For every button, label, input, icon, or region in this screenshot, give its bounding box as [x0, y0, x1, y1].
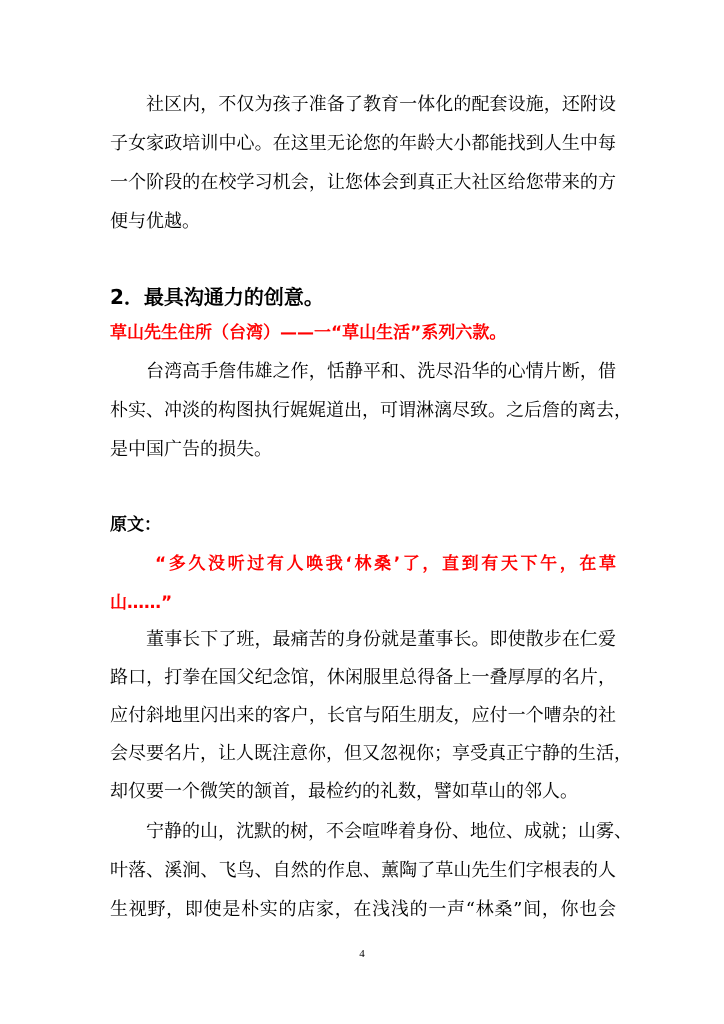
intro-paragraph-line-4: 便与优越。 — [110, 211, 200, 232]
headline-quote-line-2: 山……” — [110, 593, 173, 613]
campaign-description-line-2: 朴实、冲淡的构图执行娓娓道出，可谓淋漓尽致。之后詹的离去， — [110, 400, 632, 421]
original-label: 原文： — [110, 515, 161, 535]
intro-paragraph-line-3: 一个阶段的在校学习机会，让您体会到真正大社区给您带来的方 — [110, 172, 616, 193]
body-paragraph-1-line-5: 却仅要一个微笑的颔首，最检约的礼数，譬如草山的邻人。 — [110, 781, 578, 802]
intro-paragraph-line-2: 子女家政培训中心。在这里无论您的年龄大小都能找到人生中每 — [110, 133, 616, 154]
body-paragraph-1-line-3: 应付斜地里闪出来的客户，长官与陌生朋友，应付一个嘈杂的社 — [110, 705, 616, 726]
intro-paragraph-line-1: 社区内，不仅为孩子准备了教育一体化的配套设施，还附设 — [146, 94, 616, 115]
body-paragraph-1-line-2: 路口，打拳在国父纪念馆，休闲服里总得备上一叠厚厚的名片， — [110, 667, 616, 688]
campaign-title: 草山先生住所（台湾）——一“草山生活”系列六款。 — [110, 323, 507, 343]
body-paragraph-1-line-1: 董事长下了班，最痛苦的身份就是董事长。即使散步在仁爱 — [146, 629, 616, 650]
headline-quote-line-1: “多久没听过有人唤我‘林桑’了，直到有天下午，在草 — [155, 554, 616, 574]
section-heading: 2．最具沟通力的创意。 — [110, 285, 324, 309]
page-number: 4 — [359, 948, 365, 960]
body-paragraph-2-line-1: 宁静的山，沈默的树，不会喧哗着身份、地位、成就；山雾、 — [146, 821, 632, 842]
body-paragraph-2-line-3: 生视野，即使是朴实的店家，在浅浅的一声“林桑”间，你也会 — [110, 899, 616, 920]
campaign-description-line-1: 台湾高手詹伟雄之作，恬静平和、洗尽沿华的心情片断，借 — [146, 361, 616, 382]
body-paragraph-1-line-4: 会尽要名片，让人既注意你，但又忽视你；享受真正宁静的生活， — [110, 743, 632, 764]
body-paragraph-2-line-2: 叶落、溪涧、飞鸟、自然的作息、薰陶了草山先生们字根表的人 — [110, 860, 616, 881]
campaign-description-line-3: 是中国广告的损失。 — [110, 439, 272, 460]
